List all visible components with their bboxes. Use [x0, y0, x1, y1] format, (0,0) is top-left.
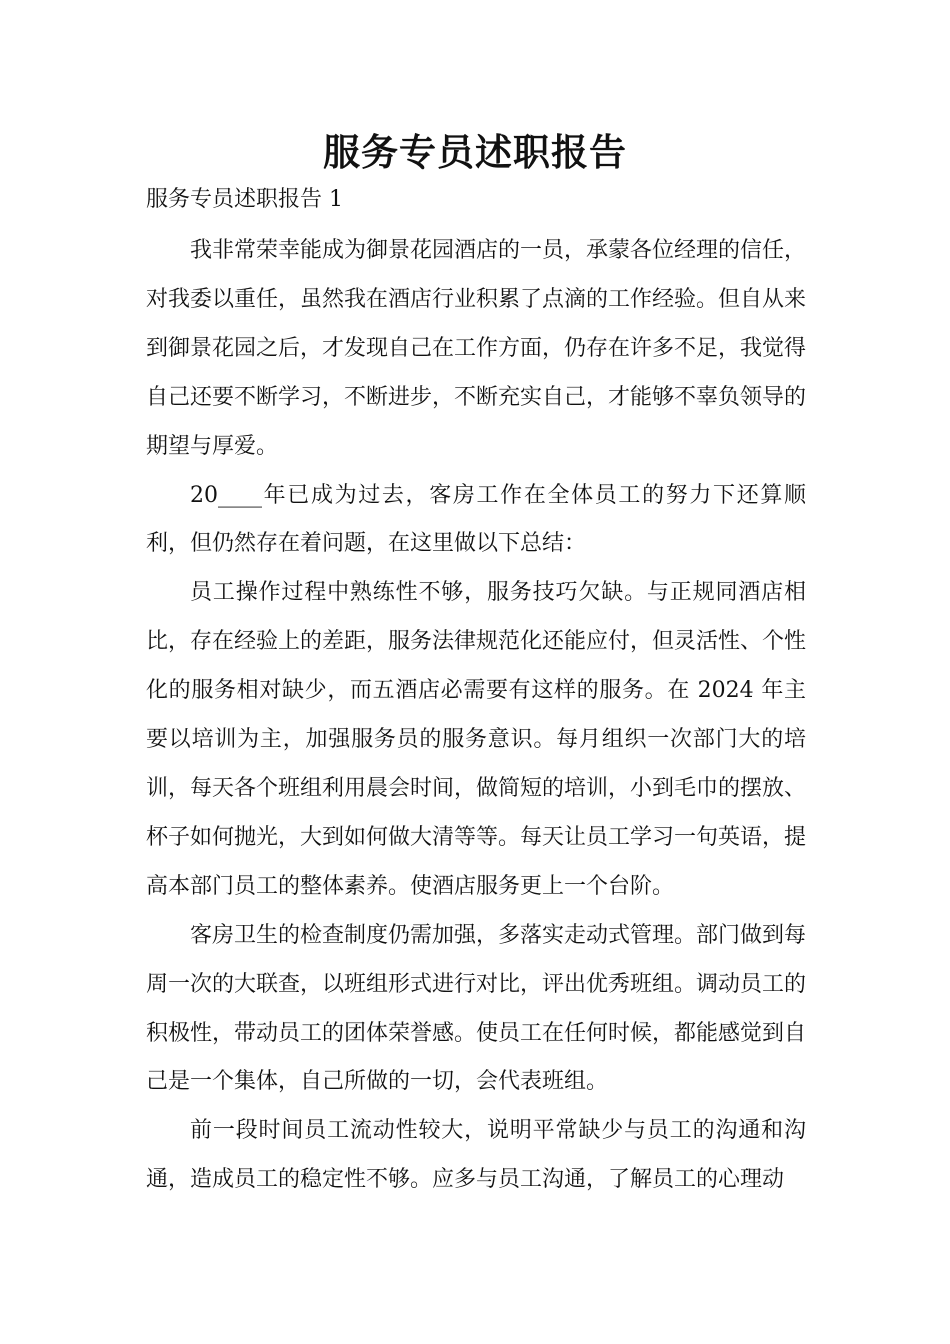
paragraph-4: 客房卫生的检查制度仍需加强，多落实走动式管理。部门做到每周一次的大联查，以班组形式进行对比，评出优秀班组。调动员工的积极性，带动员工的团体荣誉感。使员工在任何时候，都能感觉到自己是一个集体，自己所做的一切，会代表班组。: [146, 922, 807, 1095]
paragraph-5: 前一段时间员工流动性较大，说明平常缺少与员工的沟通和沟通，造成员工的稳定性不够。应多与员工沟通，了解员工的心理动: [146, 1118, 806, 1193]
document-body: [146, 227, 806, 1205]
document-title: 服务专员述职报告: [323, 130, 627, 174]
section-heading: 服务专员述职报告 1: [146, 187, 343, 212]
paragraph-2: 20____年已成为过去，客房工作在全体员工的努力下还算顺利，但仍然存在着问题，在这里做以下总结：: [146, 482, 806, 557]
paragraph-1: 我非常荣幸能成为御景花园酒店的一员，承蒙各位经理的信任，对我委以重任，虽然我在酒店行业积累了点滴的工作经验。但自从来到御景花园之后，才发现自己在工作方面，仍存在许多不足，我觉得自己还要不断学习，不断进步，不断充实自己，才能够不辜负领导的期望与厚爱。: [146, 238, 807, 459]
paragraph-3: 员工操作过程中熟练性不够，服务技巧欠缺。与正规同酒店相比，存在经验上的差距，服务法律规范化还能应付，但灵活性、个性化的服务相对缺少，而五酒店必需要有这样的服务。在 2024 年主要以培训为主，加强服务员的服务意识。每月组织一次部门大的培训，每天各个班组利用晨会时间，做简短的培训，小到毛巾的摆放、杯子如何抛光，大到如何做大清等等。每天让员工学习一句英语，提高本部门员工的整体素养。使酒店服务更上一个台阶。: [146, 580, 807, 899]
